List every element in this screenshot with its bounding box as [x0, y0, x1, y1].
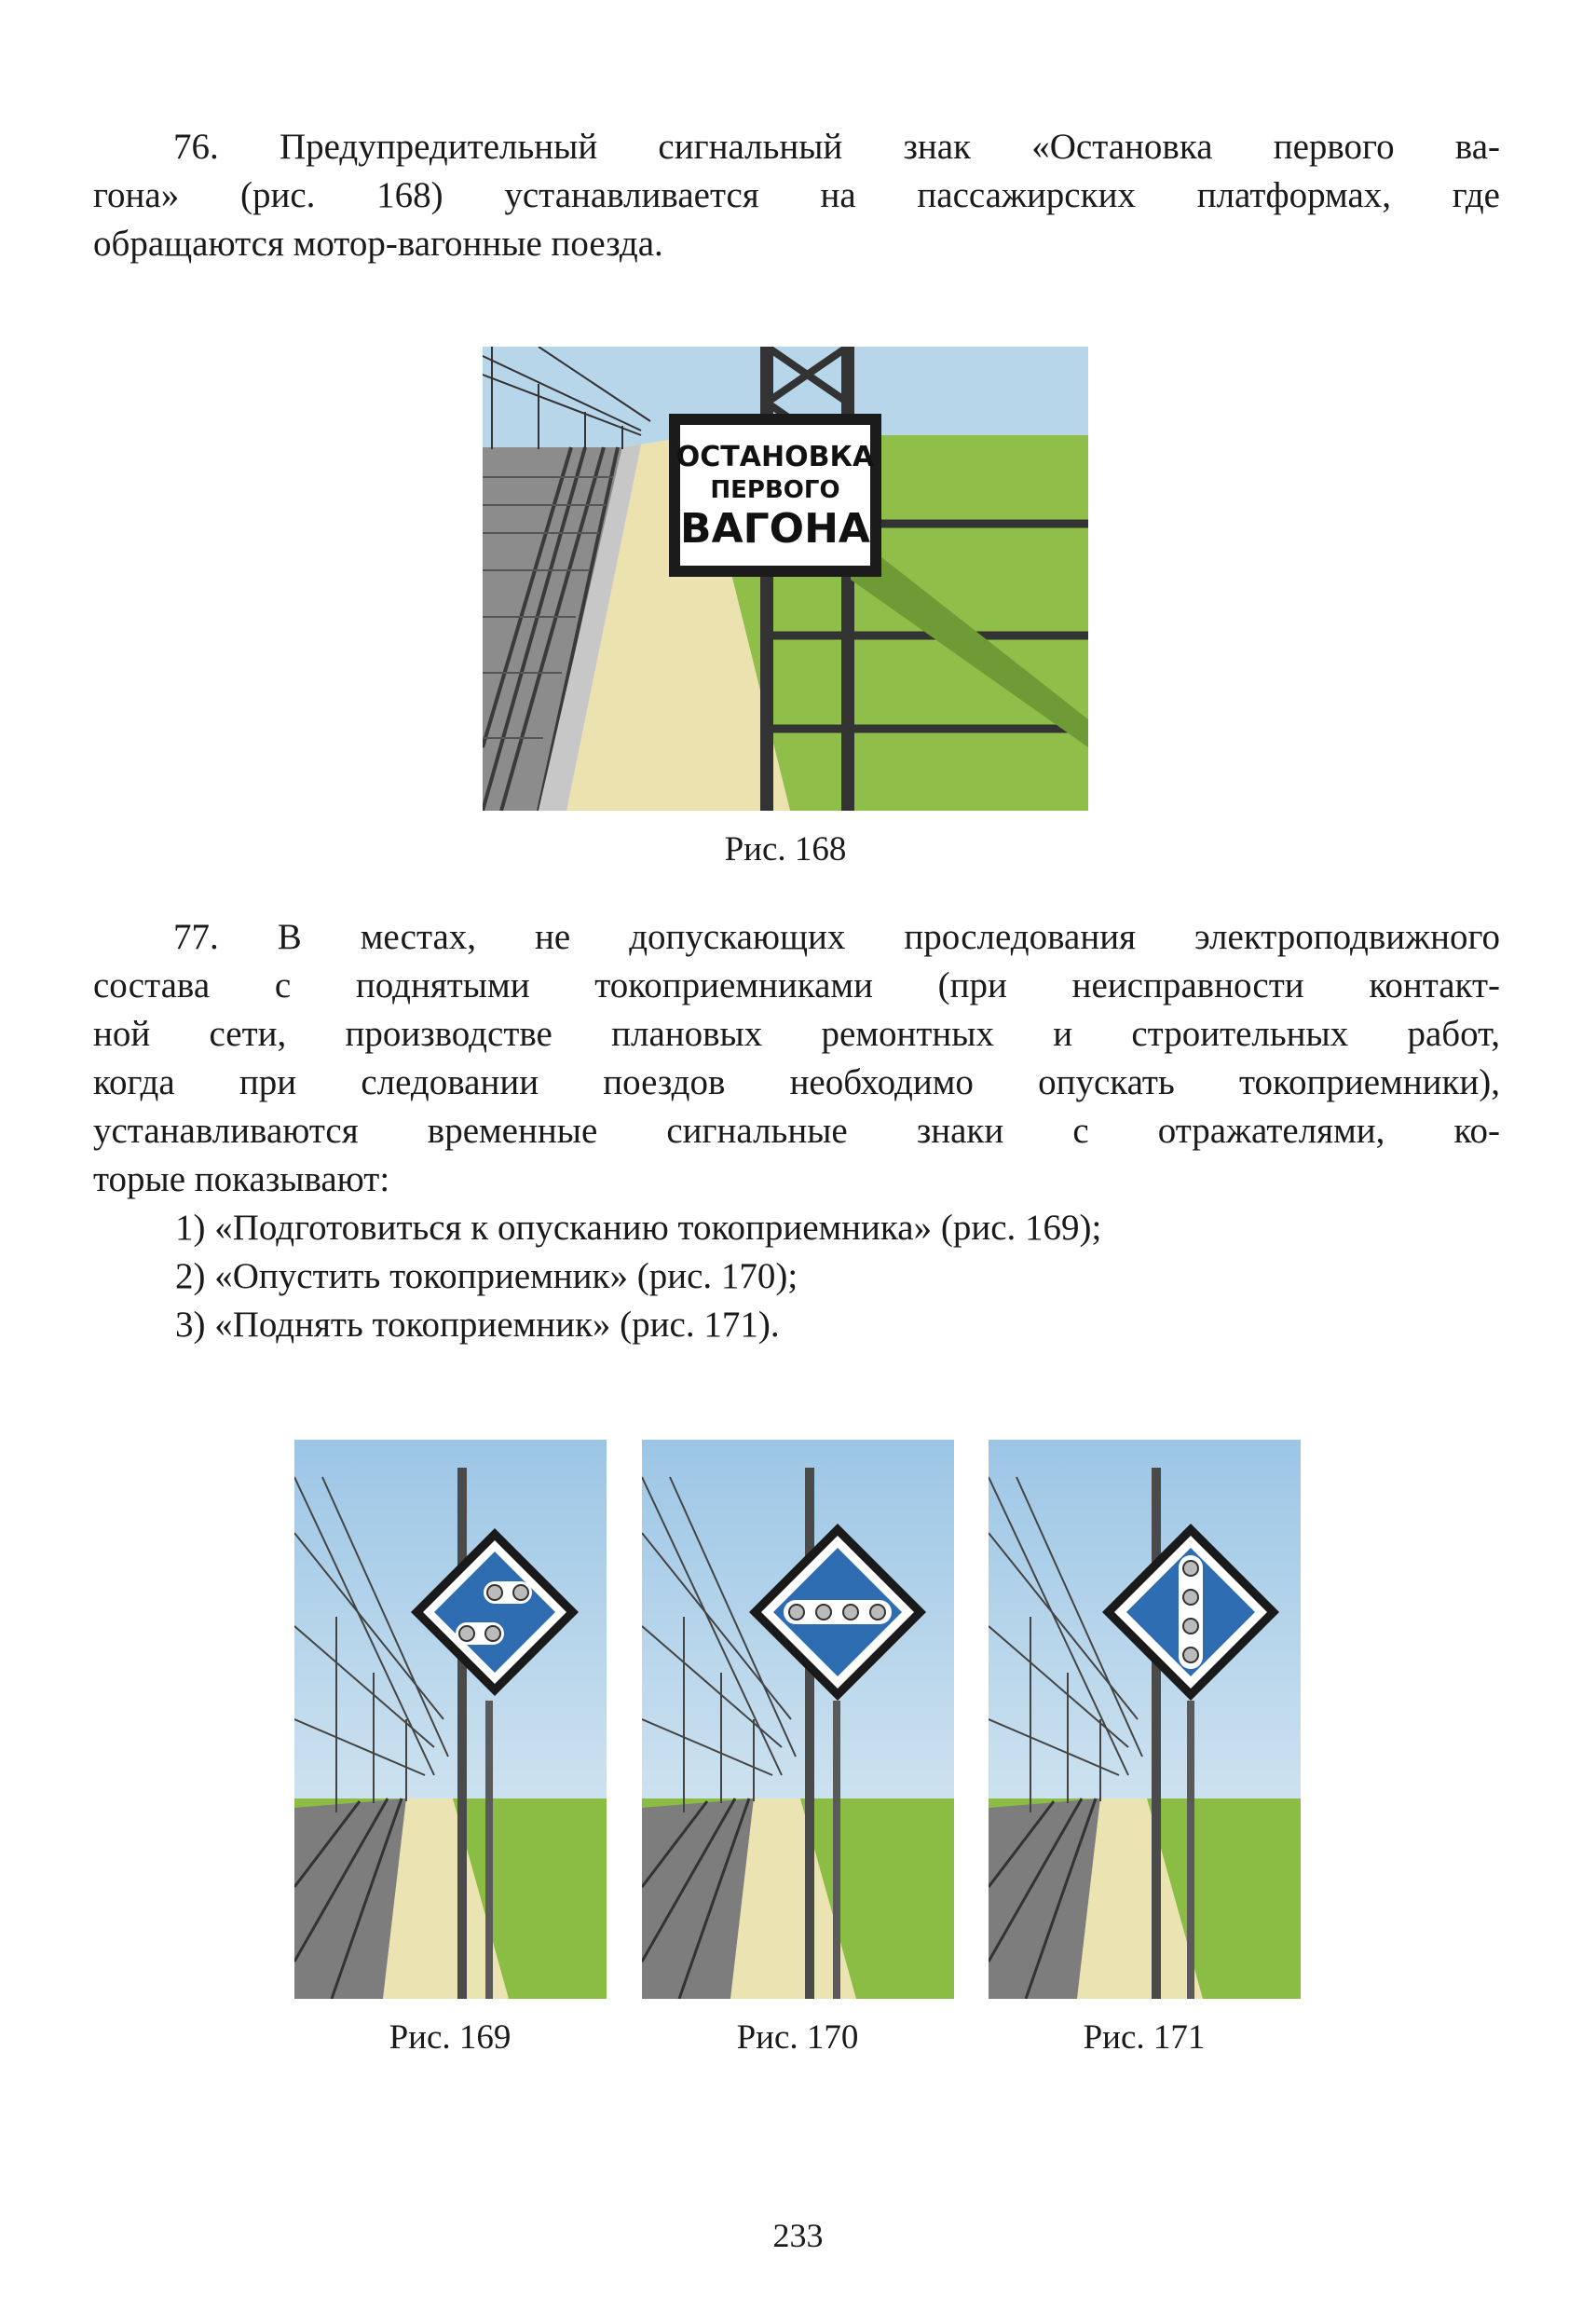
figure-170-image: [642, 1440, 954, 1999]
figure-170-caption: Рис. 170: [736, 2018, 859, 2057]
paragraph-77: [93, 913, 1500, 962]
figure-169-image: [294, 1440, 607, 1999]
page-number: 233: [772, 2217, 824, 2254]
sign-text-line3: ВАГОНА: [680, 505, 870, 553]
figure-171: [989, 1440, 1301, 1999]
figure-168: [483, 347, 1088, 811]
paragraph-76: [93, 123, 1500, 171]
sign-text-line1: ОСТАНОВКА: [675, 441, 875, 473]
figure-168-image: [483, 347, 1088, 811]
figure-169-caption: Рис. 169: [389, 2018, 512, 2057]
list-item: 1) «Подготовиться к опусканию токоприемника» (рис. 169);: [175, 1208, 1102, 1248]
paragraph-76-line: обращаются мотор-вагонные поезда.: [93, 224, 663, 264]
list-item: 2) «Опустить токоприемник» (рис. 170);: [175, 1256, 798, 1296]
list-item: 3) «Поднять токоприемник» (рис. 171).: [175, 1305, 780, 1345]
paragraph-76-line: 76. Предупредительный сигнальный знак «Остановка первого ва-: [173, 127, 1500, 167]
paragraph-76-cont: [93, 171, 1500, 268]
figure-170: [642, 1440, 954, 1999]
paragraph-77-line: состава с поднятыми токоприемниками (при неисправности контакт-: [93, 965, 1500, 1005]
paragraph-76-line: гона» (рис. 168) устанавливается на пассажирских платформах, где: [93, 175, 1500, 215]
sign-text-line2: ПЕРВОГО: [710, 476, 840, 504]
paragraph-77-line: торые показывают:: [93, 1159, 390, 1199]
paragraph-77-line: устанавливаются временные сигнальные знаки с отражателями, ко-: [93, 1111, 1500, 1151]
figure-169: [294, 1440, 607, 1999]
figure-168-caption: Рис. 168: [724, 830, 847, 868]
figure-171-caption: Рис. 171: [1083, 2018, 1206, 2057]
signal-list: [93, 1204, 1500, 1349]
paragraph-77-line: ной сети, производстве плановых ремонтных и строительных работ,: [93, 1014, 1500, 1054]
figure-171-image: [989, 1440, 1301, 1999]
paragraph-77-line: 77. В местах, не допускающих проследования электроподвижного: [173, 917, 1500, 957]
paragraph-77-line: когда при следовании поездов необходимо опускать токоприемники),: [93, 1062, 1500, 1102]
paragraph-77-cont: [93, 962, 1500, 1204]
